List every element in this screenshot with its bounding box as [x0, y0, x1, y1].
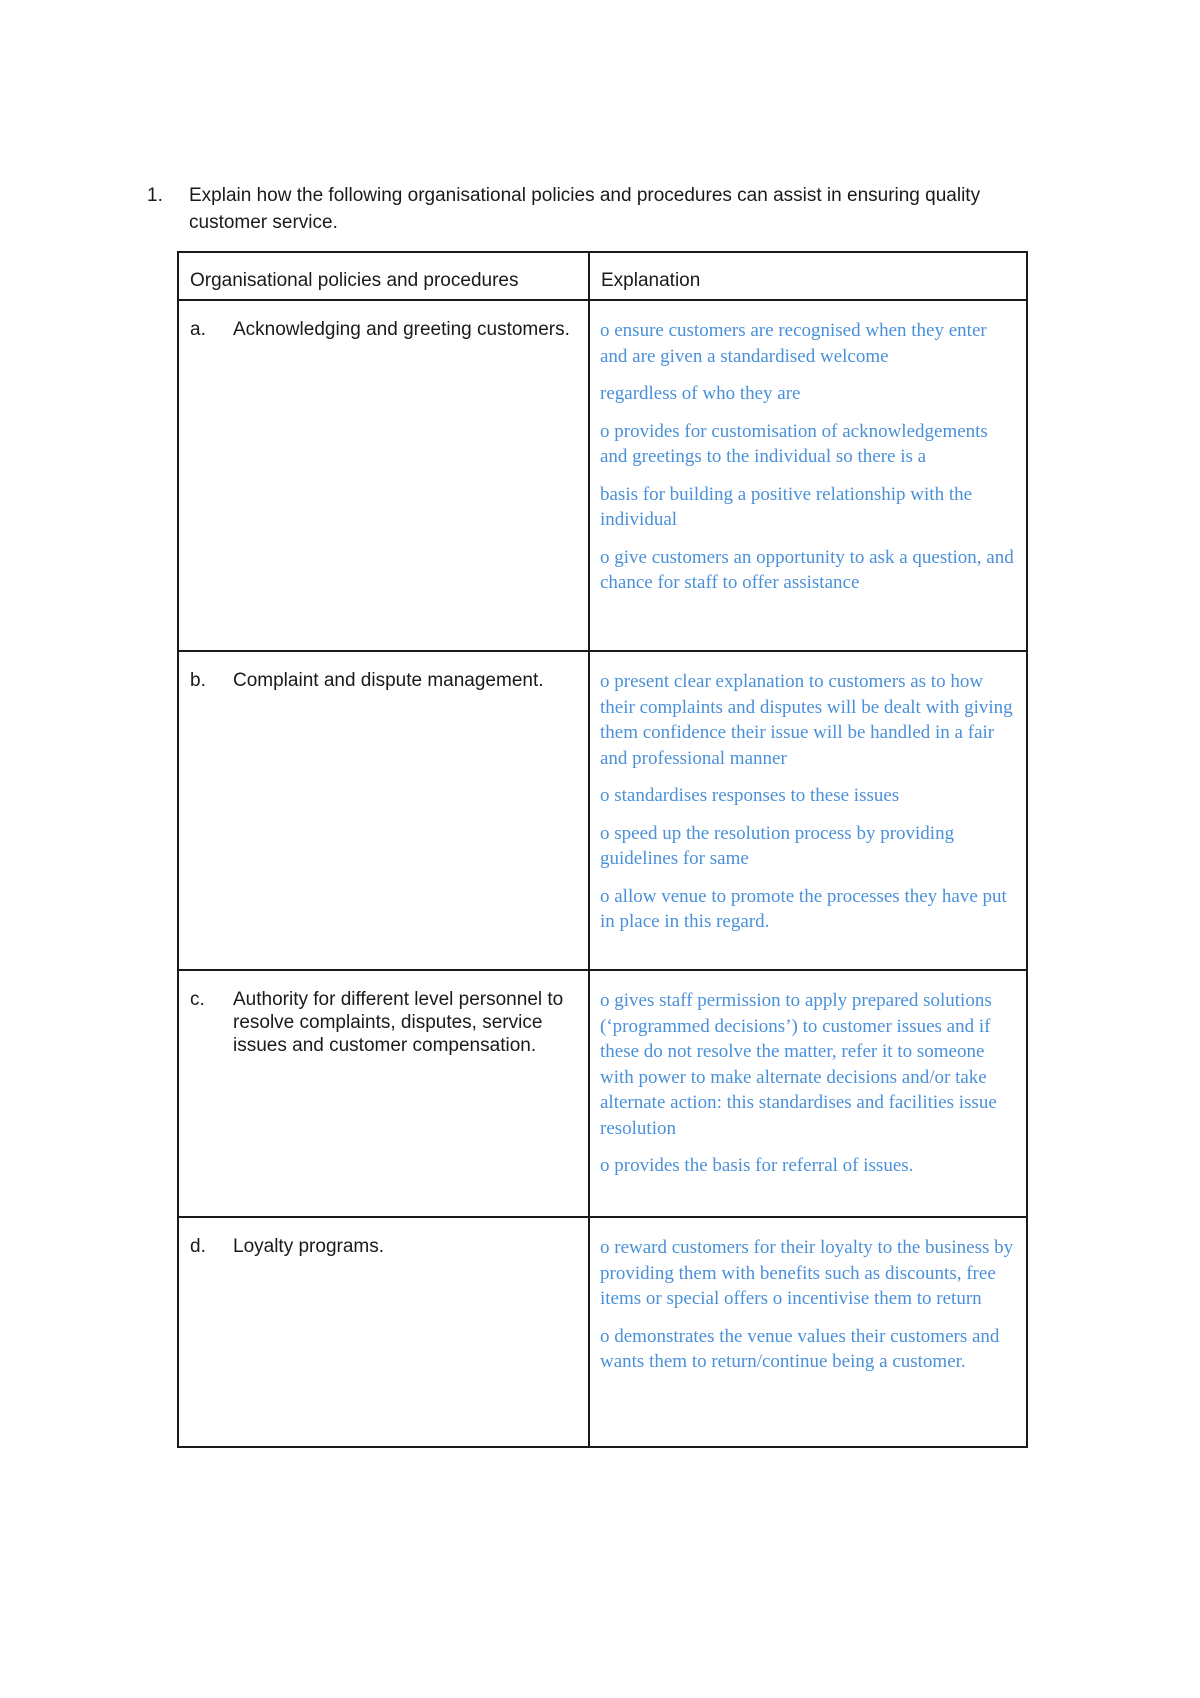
explanation-point: regardless of who they are — [600, 383, 801, 404]
policy-text: Complaint and dispute management. — [233, 670, 544, 691]
policy-letter: c. — [190, 989, 205, 1010]
explanation-point: o reward customers for their loyalty to the business by providing them with benefits such as discounts, free items or special offers o incentivise them to return — [600, 1237, 1014, 1309]
header-policies: Organisational policies and procedures — [178, 252, 589, 300]
question — [147, 182, 1047, 236]
policy-letter: a. — [190, 319, 206, 340]
question-text: Explain how the following organisational policies and procedures can assist in ensuring quality customer service. — [189, 185, 981, 233]
policy-cell — [178, 970, 589, 1217]
explanation-point: o give customers an opportunity to ask a question, and chance for staff to offer assistance — [600, 546, 1014, 593]
question-number: 1. — [147, 185, 163, 206]
explanation-point: o provides the basis for referral of issues. — [600, 1155, 914, 1176]
explanation-point: o speed up the resolution process by providing guidelines for same — [600, 822, 955, 869]
table-row — [178, 970, 1027, 1217]
explanation-cell — [589, 651, 1027, 970]
table-row — [178, 300, 1027, 651]
policy-cell — [178, 300, 589, 651]
explanation-point: o provides for customisation of acknowledgements and greetings to the individual so there is a — [600, 420, 988, 467]
explanation-point: o demonstrates the venue values their customers and wants them to return/continue being a customer. — [600, 1325, 1000, 1372]
policy-text: Authority for different level personnel to resolve complaints, disputes, service issues and customer compensation. — [233, 989, 564, 1056]
explanation-point: basis for building a positive relationship with the individual — [600, 483, 973, 530]
table-row — [178, 651, 1027, 970]
explanation-point: o allow venue to promote the processes they have put in place in this regard. — [600, 885, 1007, 932]
explanation-point: o present clear explanation to customers as to how their complaints and disputes will be dealt with giving them confidence their issue will be handled in a fair and professional manner — [600, 671, 1013, 769]
policy-text: Loyalty programs. — [233, 1236, 385, 1257]
policy-cell — [178, 651, 589, 970]
explanation-point: o standardises responses to these issues — [600, 785, 900, 806]
explanation-cell — [589, 300, 1027, 651]
policy-letter: b. — [190, 670, 206, 691]
table-header-row — [178, 252, 1027, 300]
policy-cell — [178, 1217, 589, 1447]
explanation-cell — [589, 1217, 1027, 1447]
policy-table — [177, 251, 1028, 1448]
policy-letter: d. — [190, 1236, 206, 1257]
explanation-cell — [589, 970, 1027, 1217]
header-explanation: Explanation — [589, 252, 1027, 300]
explanation-point: o ensure customers are recognised when they enter and are given a standardised welcome — [600, 320, 987, 367]
policy-text: Acknowledging and greeting customers. — [233, 319, 570, 340]
explanation-point: o gives staff permission to apply prepared solutions (‘programmed decisions’) to customer issues and if these do not resolve the matter, refer it to someone with power to make alternate decisions and/or take alternate action: this standardises and facilities issue resolution — [600, 990, 997, 1139]
table-row — [178, 1217, 1027, 1447]
